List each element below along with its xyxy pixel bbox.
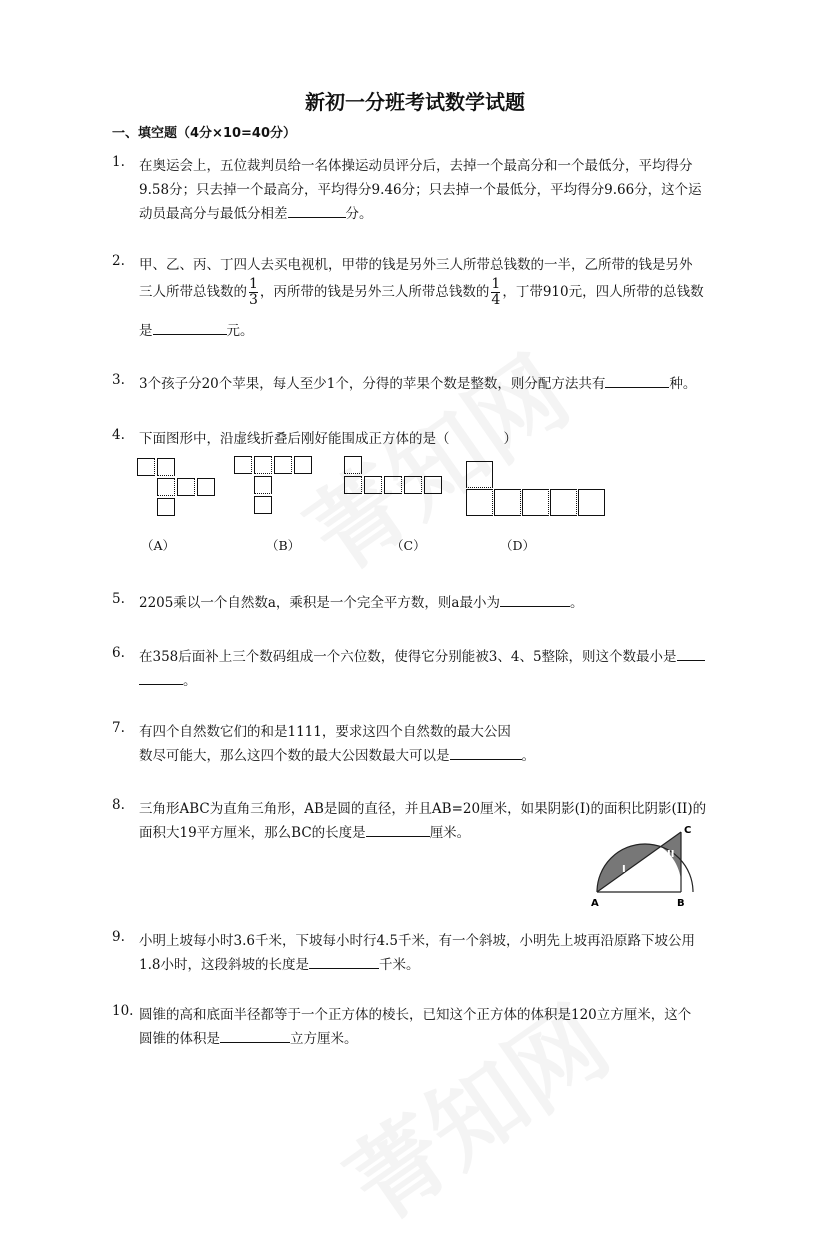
- question-text: 面积大19平方厘米，那么BC的长度是: [139, 825, 366, 841]
- net-square: [466, 489, 493, 516]
- question-number: 7.: [112, 720, 125, 736]
- net-square: [157, 478, 175, 496]
- answer-blank[interactable]: [309, 956, 379, 969]
- question-text-last: [139, 591, 583, 611]
- answer-blank[interactable]: [220, 1030, 290, 1043]
- question-text: 圆锥的高和底面半径都等于一个正方体的棱长，已知这个正方体的体积是120立方厘米，这个: [139, 1007, 692, 1023]
- fraction-one-quarter: [491, 277, 500, 308]
- question-tail: 立方厘米。: [290, 1031, 358, 1047]
- net-square: [550, 489, 577, 516]
- fraction-denominator: 3: [249, 292, 258, 308]
- question-text: 三人所带总钱数的: [139, 284, 247, 300]
- label-region-i: I: [622, 864, 626, 875]
- fraction-numerator: 1: [491, 276, 501, 292]
- net-square: [494, 489, 521, 516]
- question-text: 有四个自然数它们的和是1111，要求这四个自然数的最大公因: [139, 724, 511, 740]
- question-text: 甲、乙、丙、丁四人去买电视机，甲带的钱是另外三人所带总钱数的一半，乙所带的钱是另外: [139, 257, 693, 273]
- question-text: 下面图形中，沿虚线折叠后刚好能围成正方体的是（ ）: [139, 431, 517, 447]
- question-text: 数尽可能大，那么这四个数的最大公因数最大可以是: [139, 748, 450, 764]
- answer-blank[interactable]: [450, 747, 522, 760]
- net-square: [384, 476, 402, 494]
- question-number: 10.: [112, 1003, 134, 1019]
- question-text-last: [139, 821, 470, 841]
- answer-blank[interactable]: [677, 648, 705, 661]
- question-text: ，丙所带的钱是另外三人所带总钱数的: [259, 284, 490, 300]
- watermark: [277, 320, 591, 597]
- question-text: 在358后面补上三个数码组成一个六位数，使得它分别能被3、4、5整除，则这个数最小是: [139, 649, 677, 665]
- net-square: [404, 476, 422, 494]
- fraction-denominator: 4: [491, 292, 501, 308]
- question-number: 8.: [112, 797, 125, 813]
- question-text-fractions: [139, 277, 704, 308]
- net-square: [364, 476, 382, 494]
- net-square: [177, 478, 195, 496]
- question-text: 9.58分；只去掉一个最高分，平均得分9.46分；只去掉一个最低分，平均得分9.66分，这个运: [139, 182, 702, 198]
- net-square: [157, 458, 175, 476]
- label-region-ii: II: [667, 849, 675, 860]
- page-title: 新初一分班考试数学试题: [305, 90, 525, 114]
- question-text-last: [139, 372, 696, 392]
- answer-blank-continued[interactable]: [139, 672, 183, 685]
- question-text-last: [139, 1027, 358, 1047]
- question-text-last: [139, 744, 535, 764]
- question-number: 2.: [112, 253, 125, 269]
- net-square: [254, 456, 272, 474]
- question-tail: 厘米。: [429, 825, 471, 841]
- shaded-region-ii: [661, 832, 681, 892]
- answer-blank[interactable]: [288, 205, 346, 218]
- fraction-numerator: 1: [249, 276, 258, 292]
- question-tail: 分。: [345, 206, 373, 222]
- question-tail: 。: [183, 673, 197, 689]
- option-d-label: （D）: [500, 538, 536, 553]
- net-square: [344, 476, 362, 494]
- question-text: 1.8小时，这段斜坡的长度是: [139, 957, 309, 973]
- question-text: 在奥运会上，五位裁判员给一名体操运动员评分后，去掉一个最高分和一个最低分，平均得分: [139, 158, 693, 174]
- net-square: [137, 458, 155, 476]
- question-text: 圆锥的体积是: [139, 1031, 220, 1047]
- question-text-first: [139, 645, 705, 665]
- label-b: B: [677, 898, 685, 908]
- option-c-label: （C）: [391, 538, 426, 553]
- answer-blank[interactable]: [153, 322, 227, 335]
- question-tail: 。: [521, 748, 535, 764]
- label-a: A: [591, 898, 599, 908]
- section-heading: 一、填空题（4分×10=40分）: [112, 126, 297, 141]
- question-number: 3.: [112, 372, 125, 388]
- question-number: 1.: [112, 154, 125, 170]
- question-text: ，丁带910元，四人所带的总钱数: [502, 284, 704, 300]
- question-text-last: [139, 669, 197, 689]
- option-b-label: （B）: [266, 538, 301, 553]
- question-tail: 千米。: [378, 957, 420, 973]
- net-square: [466, 461, 493, 488]
- label-c: C: [684, 825, 692, 836]
- question-number: 5.: [112, 591, 125, 607]
- question-text-last: [139, 953, 419, 973]
- net-square: [157, 498, 175, 516]
- question-number: 6.: [112, 645, 125, 661]
- answer-blank[interactable]: [366, 824, 430, 837]
- net-square: [197, 478, 215, 496]
- question-text-last: [139, 202, 373, 222]
- net-square: [344, 456, 362, 474]
- net-square: [578, 489, 605, 516]
- option-a-label: （A）: [141, 538, 176, 553]
- fraction-one-third: [249, 277, 258, 308]
- answer-blank[interactable]: [605, 375, 669, 388]
- question-tail: 。: [569, 595, 584, 611]
- question-text-last: [139, 319, 254, 339]
- question-text: 动员最高分与最低分相差: [139, 206, 288, 222]
- question-text: 三角形ABC为直角三角形，AB是圆的直径，并且AB=20厘米，如果阴影(I)的面积比阴影(II)的: [139, 801, 707, 817]
- question-text: 是: [139, 323, 153, 339]
- question-number: 4.: [112, 427, 125, 443]
- net-square: [274, 456, 292, 474]
- question-tail: 元。: [226, 323, 254, 339]
- question-tail: 种。: [669, 376, 697, 392]
- net-square: [294, 456, 312, 474]
- question-text: 3个孩子分20个苹果，每人至少1个，分得的苹果个数是整数，则分配方法共有: [139, 376, 606, 392]
- net-square: [254, 476, 272, 494]
- semicircle-triangle-figure: [585, 822, 705, 908]
- net-square: [522, 489, 549, 516]
- question-text: 小明上坡每小时3.6千米，下坡每小时行4.5千米，有一个斜坡，小明先上坡再沿原路下坡公用: [139, 933, 695, 949]
- net-square: [424, 476, 442, 494]
- question-text: 2205乘以一个自然数a，乘积是一个完全平方数，则a最小为: [139, 595, 500, 611]
- net-square: [234, 456, 252, 474]
- answer-blank[interactable]: [500, 594, 570, 607]
- net-square: [254, 496, 272, 514]
- question-number: 9.: [112, 929, 125, 945]
